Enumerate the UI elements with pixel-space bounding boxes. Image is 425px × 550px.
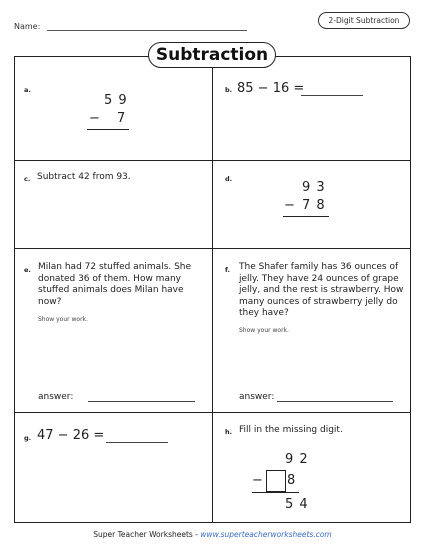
problem-d-bottom: 7 8 <box>302 198 326 213</box>
problem-h-result: 5 4 <box>285 497 309 512</box>
problem-e-answer-blank[interactable] <box>88 401 195 402</box>
problem-a-bottom: 7 <box>117 111 126 126</box>
problem-e-line-3: stuffed animals does Milan have <box>38 285 184 295</box>
problem-h-sum-line <box>252 492 299 493</box>
name-label: Name: <box>14 22 41 31</box>
name-line[interactable] <box>47 30 247 31</box>
problem-e-line-1: Milan had 72 stuffed animals. She <box>38 262 192 272</box>
problem-g-text: 47 − 26 = <box>37 428 105 443</box>
problem-c-label: c. <box>24 175 31 183</box>
problem-d-top: 9 3 <box>302 180 326 195</box>
problem-a-sum-line <box>87 129 129 130</box>
problem-e-label: e. <box>24 266 31 274</box>
problem-f-line-2: jelly. They have 24 ounces of grape <box>239 273 399 284</box>
problem-d-sum-line <box>283 216 329 217</box>
problem-e-answer-label: answer: <box>38 392 74 402</box>
problem-f-line-1: The Shafer family has 36 ounces of <box>239 262 399 272</box>
grid-divider-row-2 <box>14 248 411 249</box>
problem-e-line-2: donated 36 of them. How many <box>38 273 181 284</box>
problem-a-top: 5 9 <box>104 93 128 108</box>
problem-d-minus: − <box>284 198 295 213</box>
problem-h-text: Fill in the missing digit. <box>239 425 343 435</box>
footer-url[interactable]: www.superteacherworksheets.com <box>200 530 332 539</box>
problem-f-answer-blank[interactable] <box>277 401 393 402</box>
problem-f-line-3: jelly, and the rest is strawberry. How <box>239 285 404 295</box>
grid-divider-vertical <box>212 56 213 523</box>
problem-b-label: b. <box>225 86 233 94</box>
problem-a-minus: − <box>89 111 100 126</box>
topic-tag: 2-Digit Subtraction <box>318 12 410 29</box>
grid-divider-row-3 <box>14 412 411 413</box>
problem-h-top: 9 2 <box>285 452 309 467</box>
problem-b-answer-blank[interactable] <box>301 95 363 96</box>
footer-text: Super Teacher Worksheets - <box>93 530 201 539</box>
problem-g-label: g. <box>24 434 32 442</box>
problem-e-line-4: now? <box>38 296 62 307</box>
problem-f-label: f. <box>225 266 230 274</box>
missing-digit-box[interactable] <box>266 470 286 492</box>
problem-b-text: 85 − 16 = <box>237 81 305 96</box>
problem-g-answer-blank[interactable] <box>106 442 168 443</box>
problem-f-line-5: they have? <box>239 308 289 318</box>
page-title: Subtraction <box>148 42 276 68</box>
problem-h-label: h. <box>225 428 233 436</box>
problem-c-text: Subtract 42 from 93. <box>37 172 131 182</box>
problem-h-minus: − <box>252 473 263 488</box>
problem-a-label: a. <box>24 86 31 94</box>
problem-d-label: d. <box>225 175 233 183</box>
problem-f-show-work: Show your work. <box>239 327 289 334</box>
problem-f-answer-label: answer: <box>239 392 275 402</box>
problem-h-bottom-digit: 8 <box>287 473 296 488</box>
footer <box>0 530 425 539</box>
problem-e-show-work: Show your work. <box>38 316 88 323</box>
grid-divider-row-1 <box>14 160 411 161</box>
problem-f-line-4: many ounces of strawberry jelly do <box>239 296 398 307</box>
